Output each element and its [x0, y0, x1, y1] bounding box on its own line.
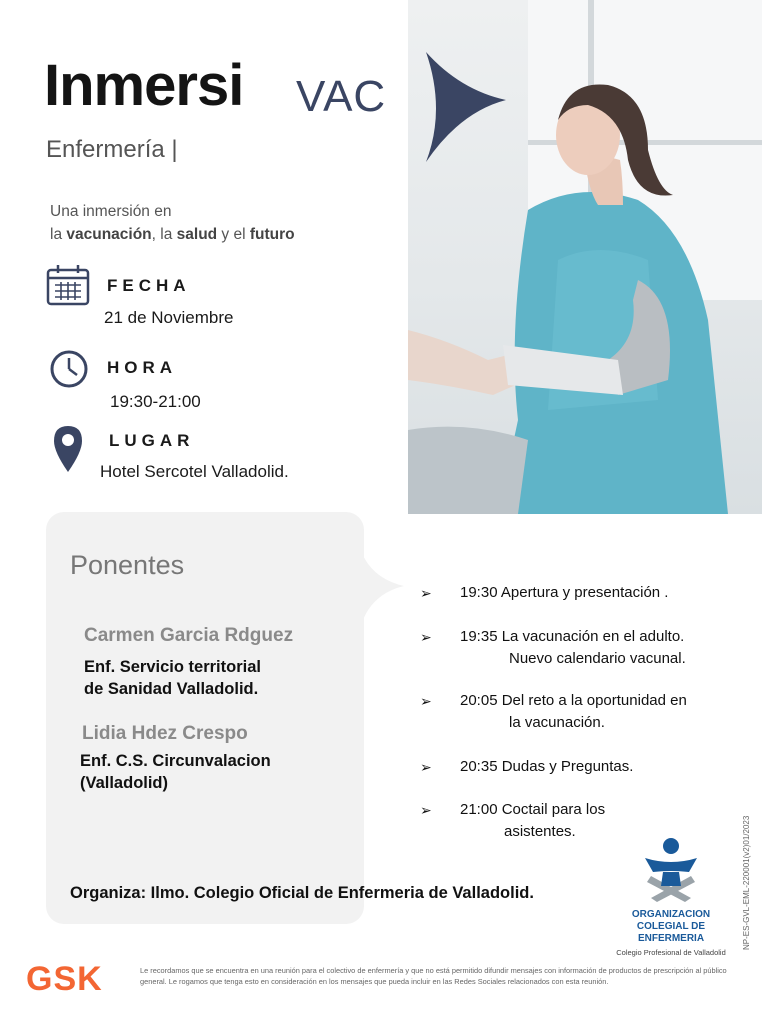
- fecha-label: FECHA: [107, 276, 191, 295]
- calendar-icon: [46, 264, 90, 306]
- speaker-role: Enf. C.S. Circunvalacion (Valladolid): [80, 752, 271, 792]
- tagline-line2: la vacunación, la salud y el futuro: [50, 226, 295, 243]
- speakers-heading: Ponentes: [70, 550, 185, 580]
- clock-icon: [49, 349, 89, 389]
- logo-inmersi: Inmersi: [44, 53, 244, 118]
- tagline: [50, 200, 295, 246]
- nurse-figure-logo-icon: [641, 836, 701, 904]
- speaker-name: Lidia Hdez Crespo: [82, 723, 248, 744]
- organizacion-colegial-logo: ORGANIZACION COLEGIAL DE ENFERMERIA Colegio Profesional de Valladolid: [606, 836, 736, 957]
- tagline-line1: Una inmersión en: [50, 203, 172, 220]
- organizer: Organiza: Ilmo. Colegio Oficial de Enfermeria de Valladolid.: [70, 884, 534, 902]
- subtitle: Enfermería |: [46, 136, 178, 163]
- lugar-label: LUGAR: [109, 431, 195, 450]
- arrow-bullet-icon: ➢: [420, 802, 432, 818]
- arrow-bullet-icon: ➢: [420, 585, 432, 601]
- gsk-logo: GSK: [26, 960, 103, 998]
- panel-pointer: [360, 548, 406, 628]
- lugar-value: Hotel Sercotel Valladolid.: [100, 462, 289, 481]
- disclaimer: Le recordamos que se encuentra en una reunión para el colectivo de enfermería y que no está permitido difundir mensajes con información de productos de prescripción al público general. Le rogamos que tenga esto en consideración en los mensajes que pueda incluir en las Redes Sociales relacionados con esta reunión.: [140, 966, 727, 986]
- location-pin-icon: [52, 424, 84, 474]
- arrow-bullet-icon: ➢: [420, 693, 432, 709]
- speaker-role: Enf. Servicio territorial de Sanidad Valladolid.: [84, 658, 261, 698]
- hora-label: HORA: [107, 358, 178, 377]
- hora-value: 19:30-21:00: [110, 392, 201, 411]
- fecha-value: 21 de Noviembre: [104, 308, 234, 327]
- speaker-name: Carmen Garcia Rdguez: [84, 625, 294, 646]
- chevron-logo-icon: [420, 50, 510, 165]
- arrow-bullet-icon: ➢: [420, 629, 432, 645]
- document-code: NP-ES-GVL-EML-220001(v2)01/2023: [742, 815, 751, 950]
- logo-vac: VAC: [296, 72, 387, 121]
- arrow-bullet-icon: ➢: [420, 759, 432, 775]
